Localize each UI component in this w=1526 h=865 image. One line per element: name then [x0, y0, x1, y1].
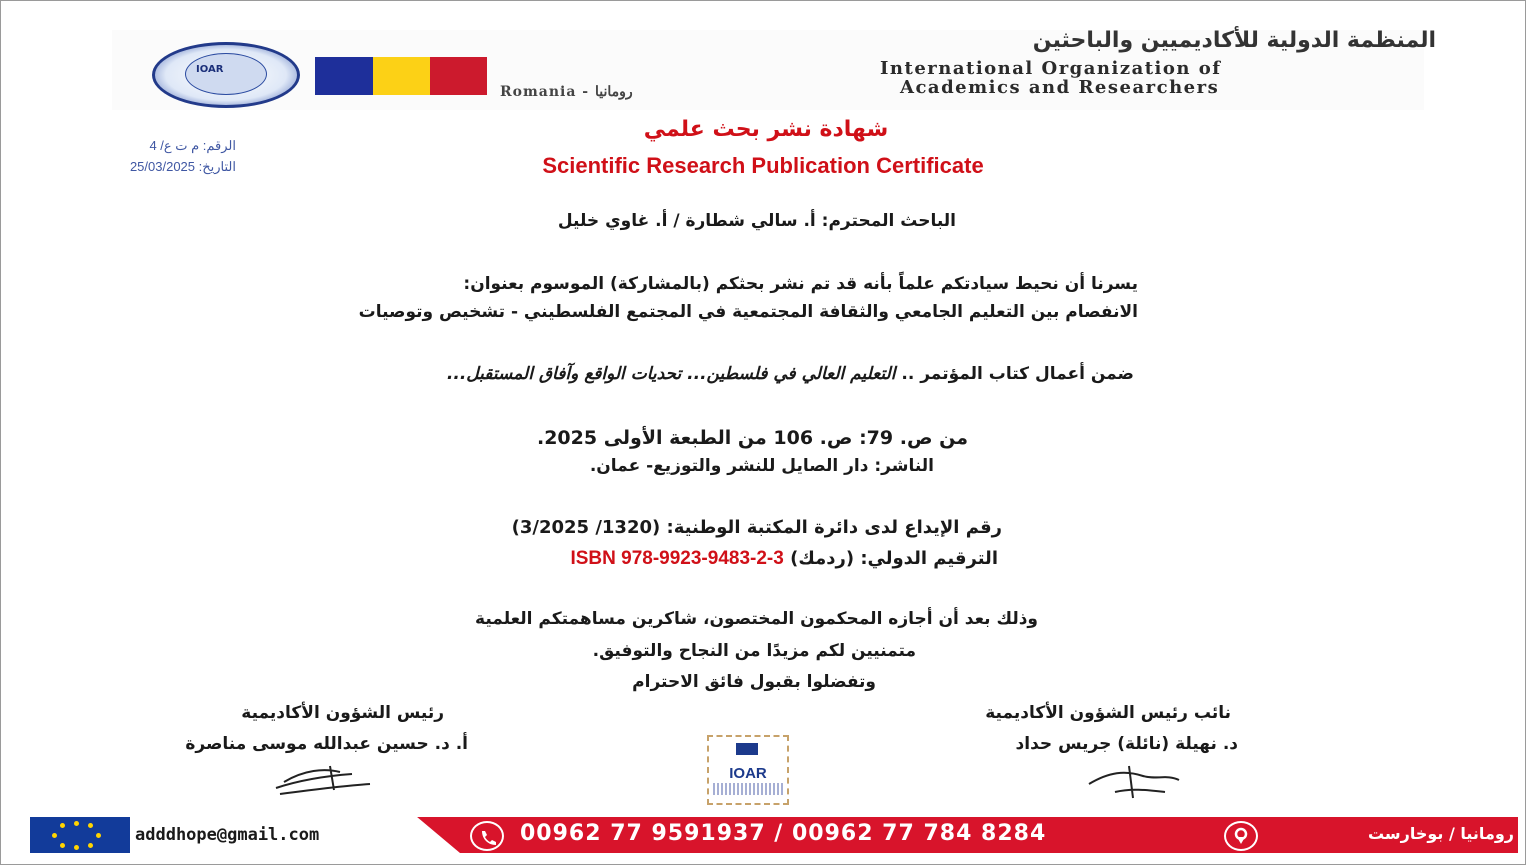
ioar-stamp — [707, 735, 789, 805]
publisher-line: الناشر: دار الصايل للنشر والتوزيع- عمان. — [589, 456, 934, 476]
conference-name: التعليم العالي في فلسطين... تحديات الواقع وآفاق المستقبل... — [446, 364, 896, 384]
paper-title: الانفصام بين التعليم الجامعي والثقافة المجتمعية في المجتمع الفلسطيني - تشخيص وتوصيات — [358, 302, 1138, 322]
footer-email[interactable]: adddhope@gmail.com — [135, 825, 320, 845]
ioar-logo — [152, 42, 300, 108]
reference-number: الرقم: م ت ع/ 4 — [149, 138, 236, 153]
org-name-english-line1: International Organization of — [880, 58, 1222, 79]
closing-line-2: متمنيين لكم مزيدًا من النجاح والتوفيق. — [592, 641, 916, 661]
org-name-arabic: المنظمة الدولية للأكاديميين والباحثين — [1032, 28, 1436, 53]
footer-address: رومانيا / بوخارست — [1367, 824, 1514, 843]
location-pin-icon — [1224, 821, 1258, 851]
romania-flag-blue-stripe — [315, 57, 373, 95]
country-label: Romania - رومانيا — [500, 84, 633, 100]
footer-phone[interactable]: 00962 77 9591937 / 00962 77 784 8284 — [520, 821, 1047, 846]
deposit-line: رقم الإيداع لدى دائرة المكتبة الوطنية: (1320/ 3/2025) — [511, 517, 1002, 538]
right-signatory-title: نائب رئيس الشؤون الأكاديمية — [985, 703, 1231, 723]
isbn-value: ISBN 978-9923-9483-2-3 — [570, 548, 784, 569]
intro-line: يسرنا أن نحيط سيادتكم علماً بأنه قد تم نشر بحثكم (بالمشاركة) الموسوم بعنوان: — [463, 274, 1138, 294]
right-signatory-name: د. نهيلة (نائلة) جريس حداد — [1015, 734, 1238, 754]
conference-prefix: ضمن أعمال كتاب المؤتمر .. — [901, 364, 1134, 384]
researcher-line: الباحث المحترم: أ. سالي شطارة / أ. غاوي خليل — [557, 211, 956, 231]
reference-date: التاريخ: 25/03/2025 — [129, 159, 236, 174]
certificate-title-arabic: شهادة نشر بحث علمي — [643, 117, 889, 142]
pages-line: من ص. 79: ص. 106 من الطبعة الأولى 2025. — [536, 427, 968, 449]
isbn-label: الترقيم الدولي: (ردمك) — [790, 548, 998, 569]
isbn-line — [570, 548, 998, 570]
conference-line — [447, 364, 1134, 384]
graduation-cap-icon — [736, 743, 758, 755]
left-signatory-title: رئيس الشؤون الأكاديمية — [241, 703, 444, 723]
romania-flag-yellow-stripe — [373, 57, 430, 95]
org-name-english-line2: Academics and Researchers — [900, 77, 1220, 98]
closing-line-3: وتفضلوا بقبول فائق الاحترام — [632, 672, 876, 692]
certificate-title-english: Scientific Research Publication Certificate — [542, 153, 984, 178]
eu-flag — [30, 817, 130, 853]
left-signature — [270, 760, 380, 800]
right-signature — [1085, 762, 1185, 804]
logo-text: IOAR — [196, 64, 224, 75]
closing-line-1: وذلك بعد أن أجازه المحكمون المختصون، شاكرين مساهمتكم العلمية — [475, 609, 1038, 629]
romania-flag-red-stripe — [430, 57, 487, 95]
phone-icon — [470, 821, 504, 851]
left-signatory-name: أ. د. حسين عبدالله موسى مناصرة — [185, 734, 468, 754]
stamp-text: IOAR — [729, 765, 767, 782]
